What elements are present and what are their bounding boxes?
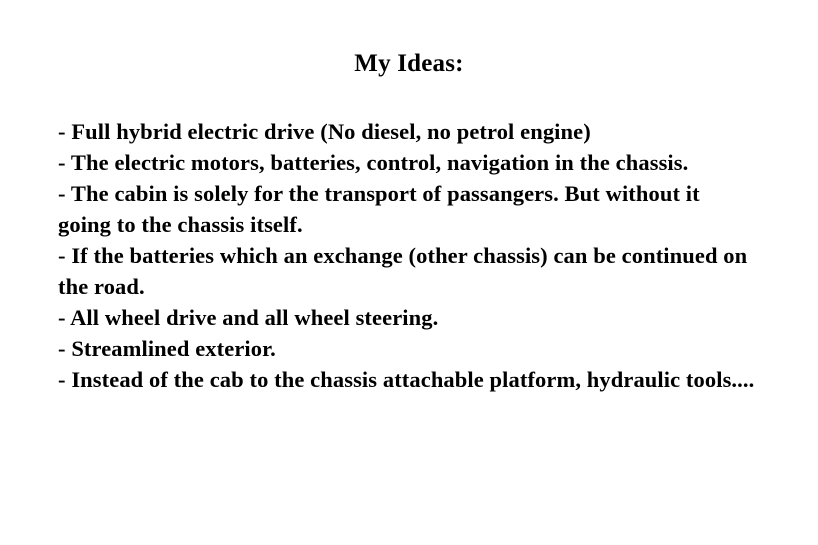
list-item: - The electric motors, batteries, control, navigation in the chassis.: [58, 150, 689, 175]
list-item: - Streamlined exterior.: [58, 336, 276, 361]
list-item: - Full hybrid electric drive (No diesel, no petrol engine): [58, 119, 591, 144]
list-item: - The cabin is solely for the transport of passangers. But without it going to the chassis itself.: [58, 181, 706, 237]
page-title: My Ideas:: [354, 50, 464, 77]
list-item: - If the batteries which an exchange (other chassis) can be continued on the road.: [58, 243, 754, 299]
ideas-list: [0, 78, 818, 395]
list-item: - All wheel drive and all wheel steering.: [58, 305, 439, 330]
list-item: - Instead of the cab to the chassis attachable platform, hydraulic tools....: [58, 367, 755, 392]
